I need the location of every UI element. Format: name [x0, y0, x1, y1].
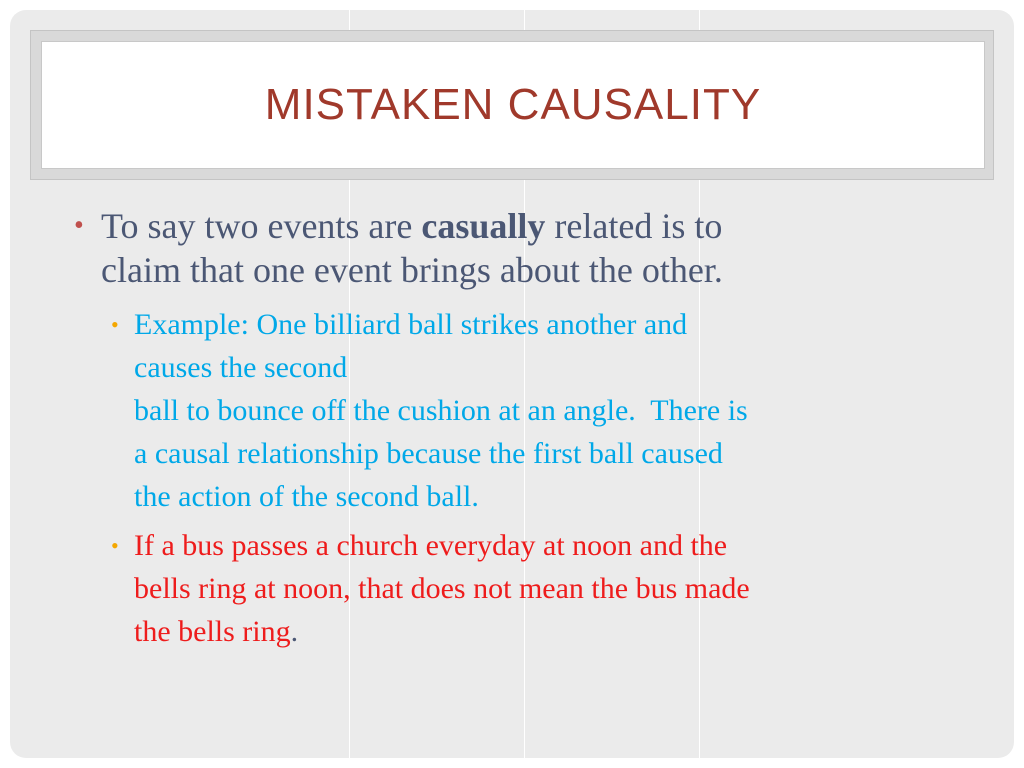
sub-bullet-billiard-example	[107, 303, 954, 518]
sub-bullet-list	[74, 303, 974, 653]
sub-bullet-bus-example	[107, 524, 954, 653]
bullet-text-start: To say two events are	[101, 206, 422, 246]
slide	[10, 10, 1014, 758]
sub-bullet-line: bells ring at noon, that does not mean the bus made	[134, 572, 750, 605]
bullet-icon: •	[74, 210, 84, 241]
sub-bullet-period: .	[290, 615, 299, 648]
sub-bullet-line: ball to bounce off the cushion at an angle. There is	[134, 394, 748, 427]
sub-bullet-line: Example: One billiard ball strikes another and	[134, 308, 688, 341]
slide-content	[74, 204, 974, 659]
sub-bullet-line: the action of the second ball.	[134, 480, 479, 513]
sub-bullet-line: If a bus passes a church everyday at noon and the	[134, 529, 728, 562]
title-frame	[30, 30, 994, 180]
sub-bullet-line: the bells ring	[134, 615, 291, 648]
sub-bullet-line: a causal relationship because the first ball caused	[134, 437, 723, 470]
title-box	[41, 41, 985, 169]
bold-word: casually	[421, 206, 546, 246]
bullet-causal-definition	[74, 204, 974, 292]
sub-bullet-line: causes the second	[134, 351, 348, 384]
bullet-text-end: related is to	[545, 206, 723, 246]
bullet-text-line2: claim that one event brings about the other.	[101, 250, 723, 290]
bullet-icon: •	[111, 312, 119, 337]
slide-title: MISTAKEN CAUSALITY	[264, 80, 762, 129]
bullet-icon: •	[111, 533, 119, 558]
